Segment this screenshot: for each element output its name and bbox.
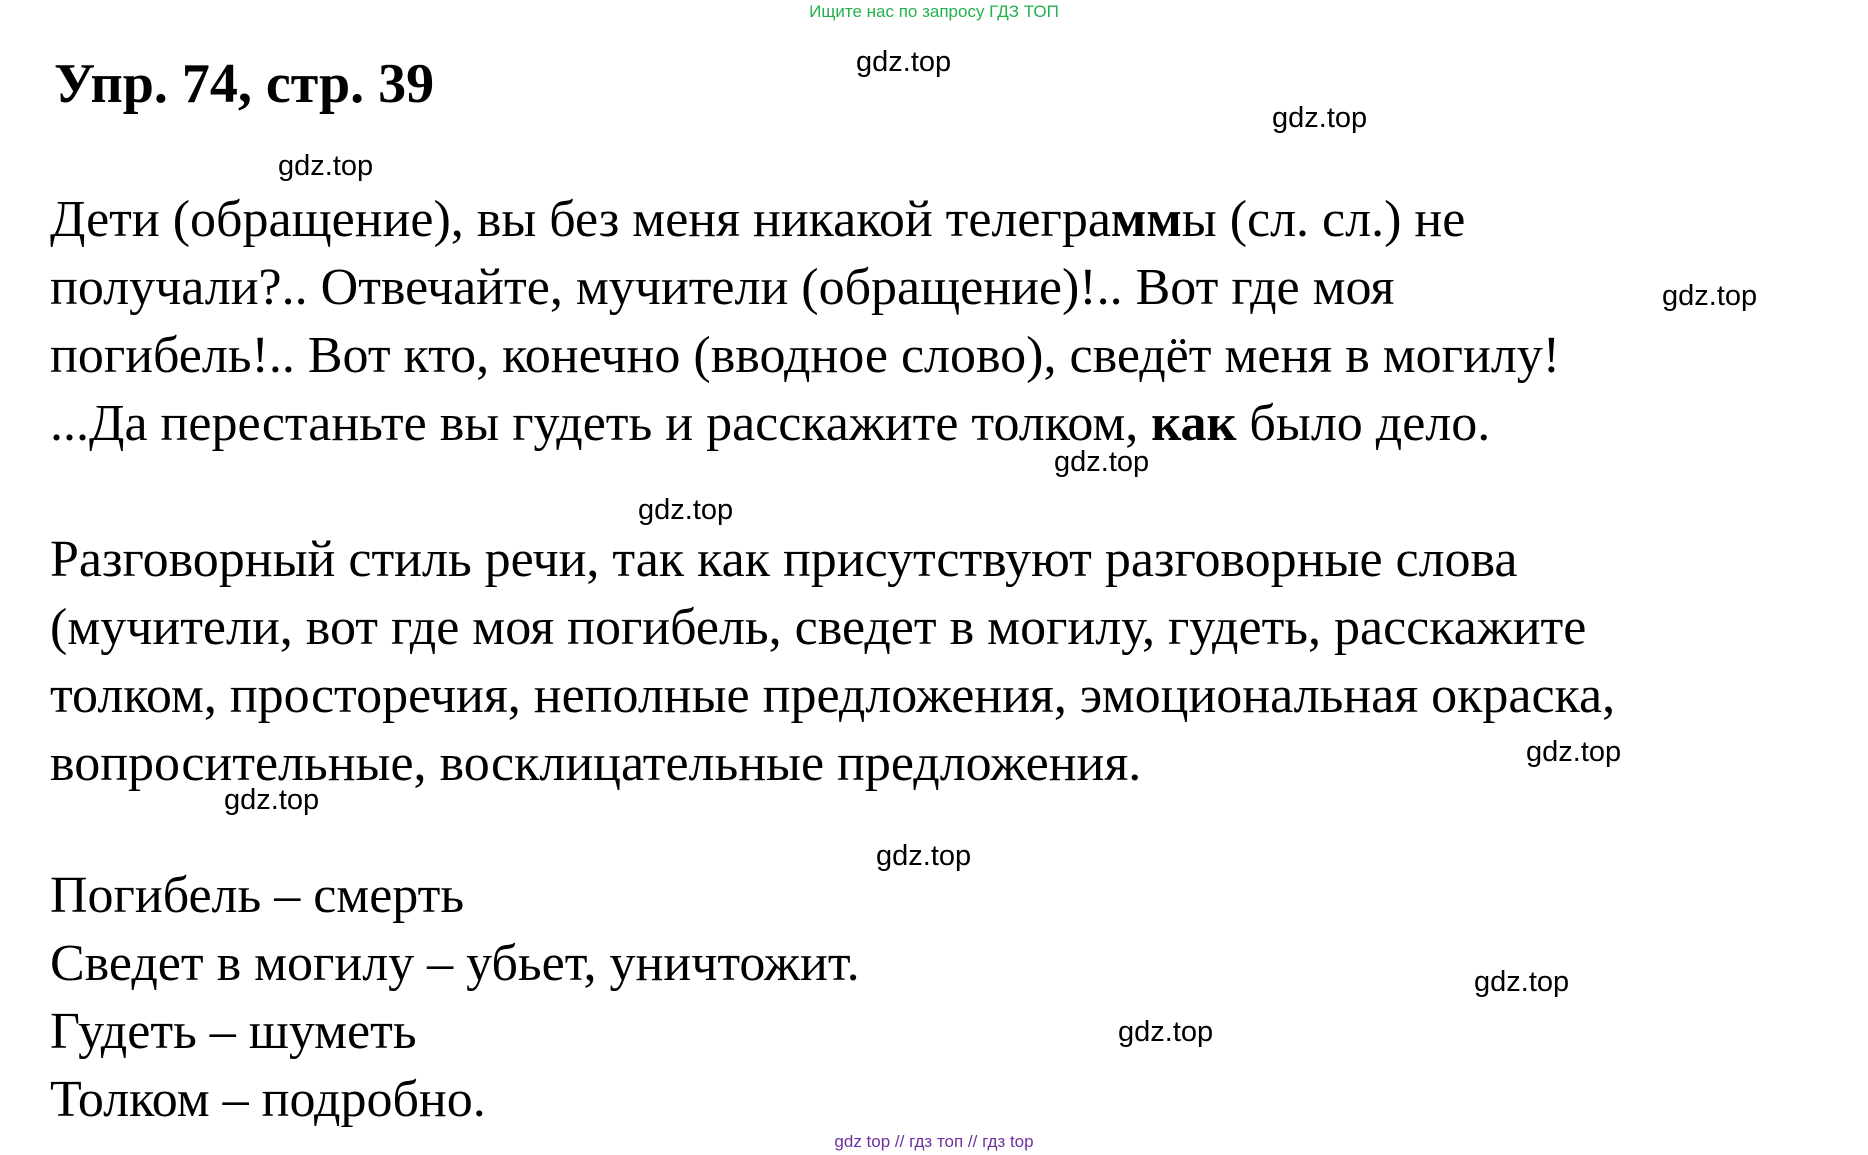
page-title: Упр. 74, стр. 39 bbox=[54, 53, 435, 115]
watermark-text: gdz.top bbox=[1662, 280, 1758, 312]
text-paragraph bbox=[50, 186, 1560, 458]
text-line: погибель!.. Вот кто, конечно (вводное слово), сведёт меня в могилу! bbox=[50, 327, 1561, 384]
text-line bbox=[50, 390, 1560, 458]
bottom-banner: gdz top // гдз топ // гдз top bbox=[834, 1132, 1034, 1151]
watermark-text: gdz.top bbox=[224, 784, 320, 816]
text-line bbox=[50, 186, 1560, 254]
watermark-text: gdz.top bbox=[1474, 966, 1570, 998]
text-line: Разговорный стиль речи, так как присутствуют разговорные слова bbox=[50, 531, 1518, 588]
watermark-text: gdz.top bbox=[638, 494, 734, 526]
watermark-text: gdz.top bbox=[1054, 446, 1150, 478]
glossary-item: Гудеть – шуметь bbox=[50, 1003, 417, 1060]
analysis-paragraph bbox=[50, 526, 1615, 798]
text-line: вопросительные, восклицательные предложения. bbox=[50, 735, 1142, 792]
watermark-text: gdz.top bbox=[1118, 1016, 1214, 1048]
glossary-item: Сведет в могилу – убьет, уничтожит. bbox=[50, 935, 860, 992]
text-segment: Дети (обращение), вы без меня никакой телегра bbox=[50, 191, 1111, 248]
text-segment: было дело. bbox=[1236, 395, 1491, 452]
text-line: (мучители, вот где моя погибель, сведет в могилу, гудеть, расскажите bbox=[50, 599, 1587, 656]
watermark-text: gdz.top bbox=[876, 840, 972, 872]
text-line: получали?.. Отвечайте, мучители (обращение)!.. Вот где моя bbox=[50, 259, 1395, 316]
bold-segment: как bbox=[1151, 395, 1237, 452]
text-segment: ...Да перестаньте вы гудеть и расскажите толком, bbox=[50, 395, 1152, 452]
top-banner: Ищите нас по запросу ГДЗ ТОП bbox=[809, 2, 1059, 21]
watermark-text: gdz.top bbox=[1526, 736, 1622, 768]
watermark-text: gdz.top bbox=[856, 46, 952, 78]
text-segment: ы (сл. сл.) не bbox=[1181, 191, 1466, 248]
bold-segment: мм bbox=[1110, 191, 1182, 248]
watermark-text: gdz.top bbox=[278, 150, 374, 182]
text-line: толком, просторечия, неполные предложения, эмоциональная окраска, bbox=[50, 667, 1616, 724]
glossary-list bbox=[50, 862, 860, 1134]
glossary-item: Погибель – смерть bbox=[50, 867, 465, 924]
glossary-item: Толком – подробно. bbox=[50, 1071, 486, 1128]
watermark-text: gdz.top bbox=[1272, 102, 1368, 134]
